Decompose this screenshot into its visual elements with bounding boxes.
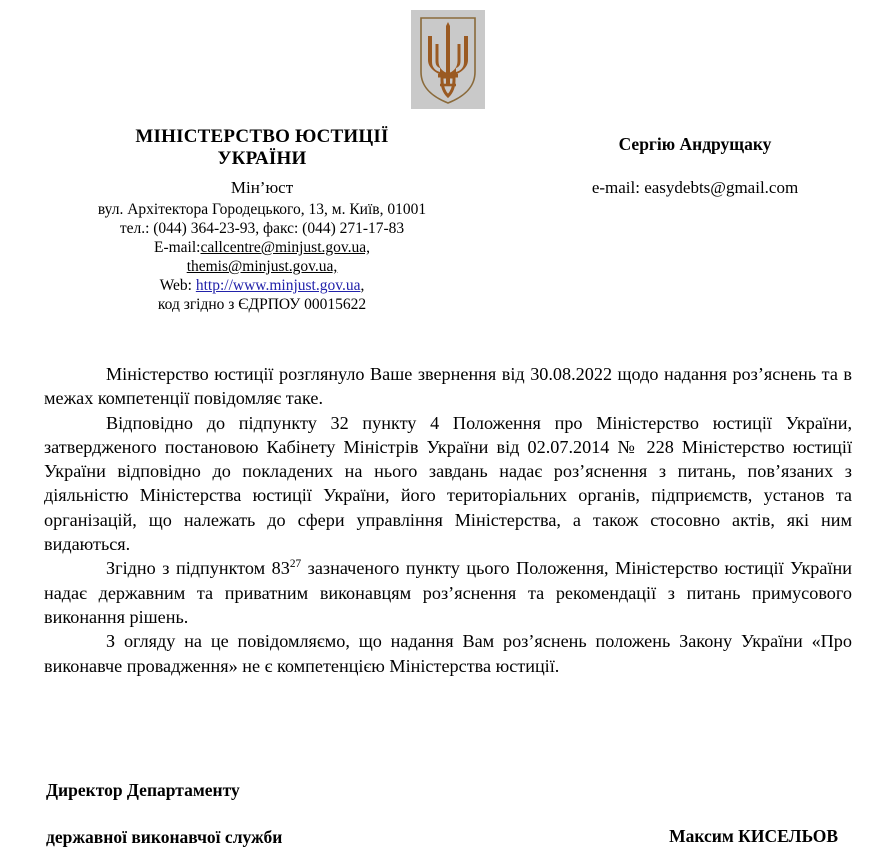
organization-address: вул. Архітектора Городецького, 13, м. Київ, 01001 [97, 200, 427, 218]
signature-block [46, 756, 852, 850]
body-paragraph-4: З огляду на це повідомляємо, що надання Вам роз’яснень положень Закону України «Про виконавче провадження» не є компетенцією Міністерства юстиції. [44, 631, 852, 676]
body-paragraph-3-part2: зазначеного пункту цього Положення, Міністерство юстиції України надає державним та приватним виконавцям роз’яснення та рекомендації з питань примусового виконання рішень. [44, 558, 852, 627]
web-suffix: , [360, 277, 365, 295]
signatory-title-line2: державної виконавчої служби [46, 827, 283, 848]
body-paragraph-2: Відповідно до підпункту 32 пункту 4 Положення про Міністерство юстиції України, затвердженого постановою Кабінету Міністрів України від 02.07.2014 № 228 Міністерство юстиції України відповідно до покладених на нього завдань надає роз’яснення з питань, пов’язаних з діяльністю Міністерства юстиції України, його територіальних органів, підприємств, установ та організацій, що належать до сфери управління Міністерства, а також стосовно актів, які ним видаються. [44, 412, 852, 555]
organization-block [42, 126, 482, 314]
website-link[interactable]: http://www.minjust.gov.ua [195, 277, 361, 295]
organization-short-name: Мін’юст [230, 177, 294, 197]
signatory-title [46, 756, 282, 850]
signatory-title-line1: Директор Департаменту [46, 780, 240, 801]
addressee-name: Сергію Андрущаку [618, 134, 772, 154]
organization-web-line [42, 277, 482, 295]
signatory-name: Максим КИСЕЛЬОВ [669, 826, 838, 847]
organization-email-line-2 [42, 258, 482, 276]
organization-email-line-1 [42, 239, 482, 257]
organization-phone-fax: тел.: (044) 364-23-93, факс: (044) 271-17-83 [119, 219, 405, 237]
email-link-callcentre[interactable]: callcentre@minjust.gov.ua, [200, 238, 370, 256]
letterhead [0, 126, 896, 341]
body-paragraph-3-part1: Згідно з підпунктом 83 [106, 558, 290, 579]
letter-body [44, 362, 852, 678]
email-label: E-mail: [153, 238, 201, 256]
organization-name [42, 126, 482, 171]
body-paragraph-3 [44, 556, 852, 629]
organization-name-line2: УКРАЇНИ [217, 148, 307, 170]
organization-edrpou-code: код згідно з ЄДРПОУ 00015622 [157, 296, 367, 314]
organization-name-line1: МІНІСТЕРСТВО ЮСТИЦІЇ [135, 126, 389, 147]
email-link-themis[interactable]: themis@minjust.gov.ua, [186, 258, 338, 276]
web-label: Web: [159, 277, 196, 295]
body-paragraph-3-superscript: 27 [289, 558, 302, 571]
addressee-block [500, 134, 890, 198]
emblem-container [0, 10, 896, 109]
body-paragraph-1: Міністерство юстиції розглянуло Ваше звернення від 30.08.2022 щодо надання роз’яснень та в межах компетенції повідомляє таке. [44, 364, 852, 409]
ukraine-coat-of-arms-icon [411, 10, 485, 109]
addressee-email: e-mail: easydebts@gmail.com [591, 178, 799, 197]
